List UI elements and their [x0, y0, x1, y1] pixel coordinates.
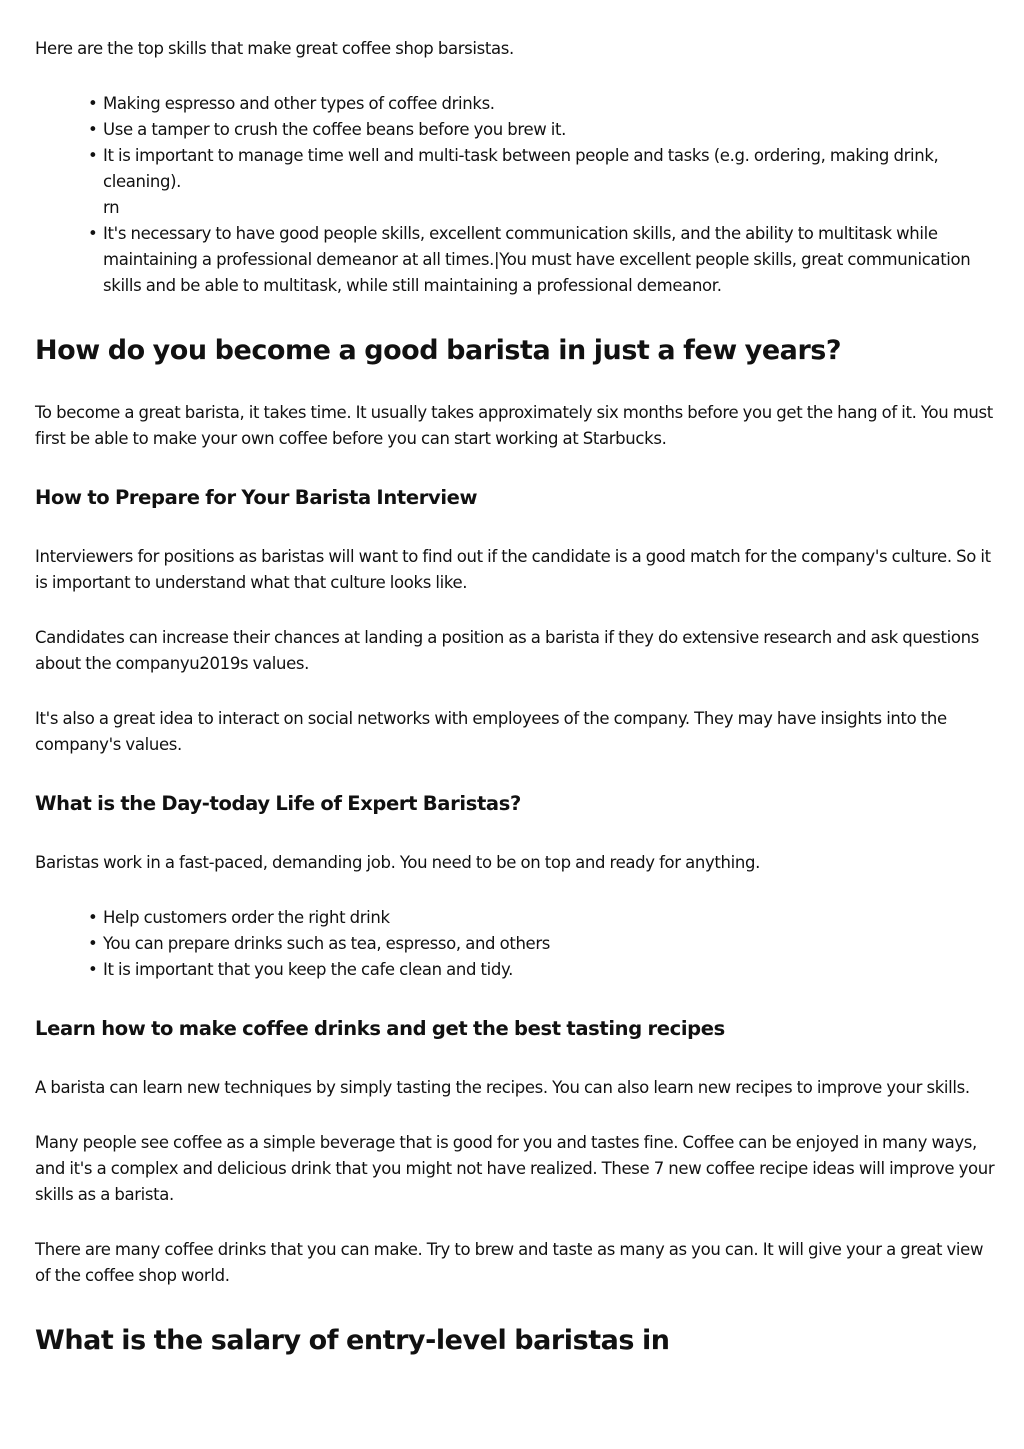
recipes-paragraph: A barista can learn new techniques by simply tasting the recipes. You can also learn new recipes to improve your skills.	[35, 1078, 970, 1097]
interview-paragraph: It's also a great idea to interact on social networks with employees of the company. They may have insights into the company's values.	[35, 709, 947, 754]
heading-become-barista: How do you become a good barista in just a few years?	[35, 335, 842, 366]
heading-salary: What is the salary of entry-level baristas in	[35, 1325, 670, 1356]
interview-paragraph: Interviewers for positions as baristas will want to find out if the candidate is a good match for the company's culture. So it is important to understand what that culture looks like.	[35, 547, 991, 592]
list-item: • Use a tamper to crush the coffee beans before you brew it.	[103, 117, 995, 143]
list-item: • It's necessary to have good people skills, excellent communication skills, and the ability to multitask while maintaining a professional demeanor at all times.|You must have excellent people skills, great communication skills and be able to multitask, while still maintaining a professional demeanor.	[103, 221, 995, 299]
intro-paragraph: Here are the top skills that make great coffee shop barsistas.	[35, 39, 514, 58]
skills-list	[35, 91, 995, 299]
list-item: • It is important that you keep the cafe clean and tidy.	[103, 957, 995, 983]
article	[35, 36, 995, 1359]
daily-life-paragraph: Baristas work in a fast-paced, demanding job. You need to be on top and ready for anything.	[35, 853, 760, 872]
list-item: • Help customers order the right drink	[103, 905, 995, 931]
stray-text: rn	[103, 198, 120, 217]
heading-daily-life: What is the Day-today Life of Expert Baristas?	[35, 792, 521, 815]
list-item: • It is important to manage time well and multi-task between people and tasks (e.g. ordering, making drink, cleaning). rn	[103, 143, 995, 221]
become-barista-paragraph: To become a great barista, it takes time. It usually takes approximately six months before you get the hang of it. You must first be able to make your own coffee before you can start working at Starbucks.	[35, 403, 993, 448]
list-item: • You can prepare drinks such as tea, espresso, and others	[103, 931, 995, 957]
interview-paragraph: Candidates can increase their chances at landing a position as a barista if they do extensive research and ask questions about the companyu2019s values.	[35, 628, 979, 673]
heading-recipes: Learn how to make coffee drinks and get the best tasting recipes	[35, 1017, 725, 1040]
daily-tasks-list	[35, 905, 995, 983]
recipes-paragraph: There are many coffee drinks that you can make. Try to brew and taste as many as you can. It will give your a great view of the coffee shop world.	[35, 1240, 984, 1285]
list-item: • Making espresso and other types of coffee drinks.	[103, 91, 995, 117]
heading-interview: How to Prepare for Your Barista Interview	[35, 486, 478, 509]
recipes-paragraph: Many people see coffee as a simple beverage that is good for you and tastes fine. Coffee can be enjoyed in many ways, and it's a complex and delicious drink that you might not have realized. These 7 new coffee recipe ideas will improve your skills as a barista.	[35, 1133, 995, 1204]
